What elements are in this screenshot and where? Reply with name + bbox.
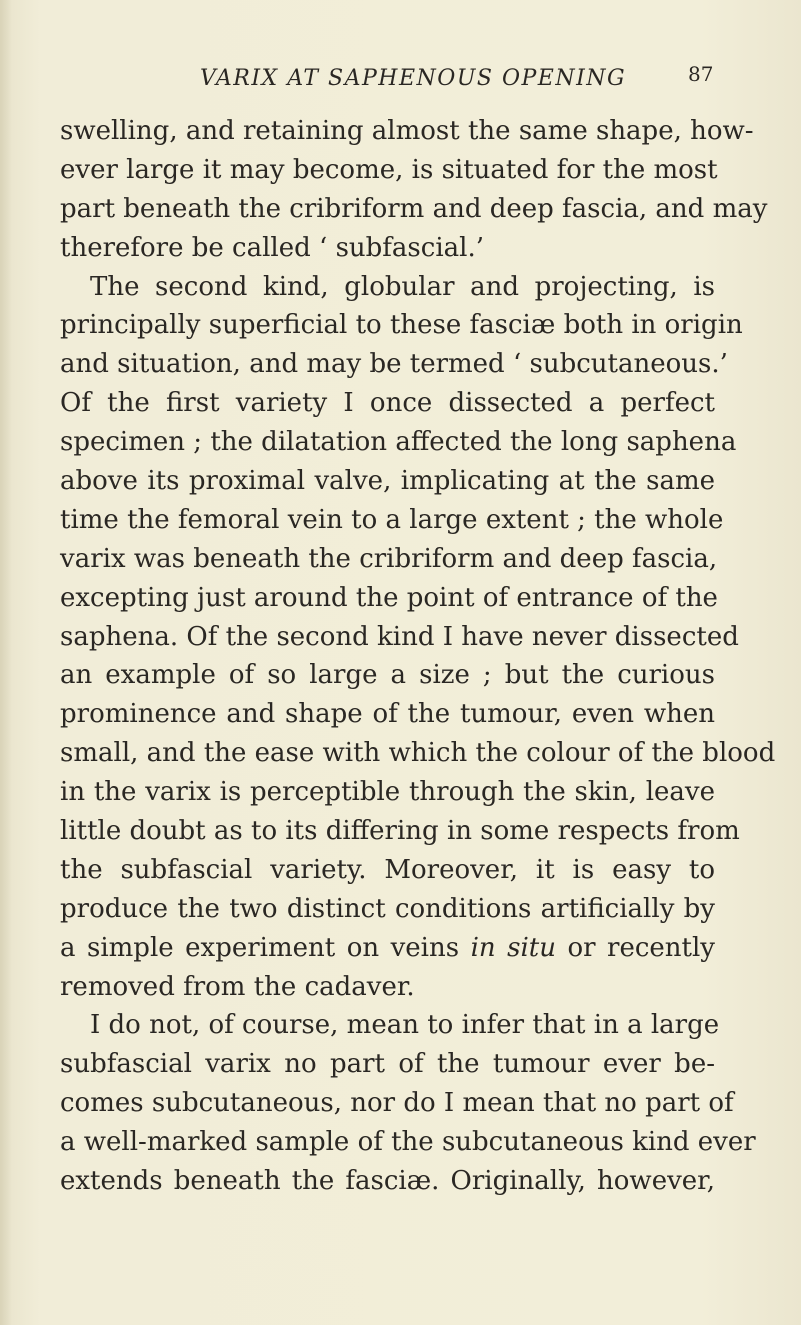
text-line: the subfascial variety. Moreover, it is easy to (60, 854, 715, 885)
text-line: specimen ; the dilatation affected the long saphena (60, 427, 737, 458)
text-line: time the femoral vein to a large extent ; the whole (60, 504, 724, 535)
text-line-with-italic (60, 929, 715, 968)
running-head: VARIX AT SAPHENOUS OPENING (200, 66, 627, 91)
page-header (0, 62, 801, 96)
text-line: produce the two distinct conditions artificially by (60, 893, 715, 924)
text-line: and situation, and may be termed ‘ subcutaneous.’ (60, 349, 728, 380)
text-line: little doubt as to its differing in some respects from (60, 816, 740, 847)
text-line: therefore be called ‘ subfascial.’ (60, 232, 484, 263)
text-line: I do not, of course, mean to infer that in a large (90, 1010, 720, 1041)
text-line: comes subcutaneous, nor do I mean that no part of (60, 1088, 734, 1119)
text-line: varix was beneath the cribriform and deep fascia, (60, 543, 718, 574)
text-line: The second kind, globular and projecting, is (90, 271, 715, 302)
text-line: a well-marked sample of the subcutaneous kind ever (60, 1127, 756, 1158)
text-line: above its proximal valve, implicating at the same (60, 466, 715, 497)
text-line: subfascial varix no part of the tumour ever be- (60, 1049, 715, 1080)
body-text (60, 112, 776, 1201)
text-line: ever large it may become, is situated for the most (60, 154, 718, 185)
text-line: swelling, and retaining almost the same shape, how- (60, 116, 754, 146)
text-span: or recently (555, 932, 715, 963)
text-line: excepting just around the point of entrance of the (60, 582, 718, 613)
text-span: a simple experiment on veins (60, 932, 471, 963)
text-line: prominence and shape of the tumour, even when (60, 699, 715, 730)
text-line: extends beneath the fasciæ. Originally, however, (60, 1166, 715, 1197)
text-line: part beneath the cribriform and deep fascia, and may (60, 193, 768, 224)
text-line: in the varix is perceptible through the skin, leave (60, 777, 715, 808)
text-line: Of the first variety I once dissected a perfect (60, 388, 715, 419)
italic-phrase: in situ (470, 932, 556, 963)
text-line: an example of so large a size ; but the curious (60, 660, 715, 691)
text-line: principally superficial to these fasciæ both in origin (60, 310, 743, 341)
text-line: saphena. Of the second kind I have never dissected (60, 621, 739, 652)
text-line: small, and the ease with which the colour of the blood (60, 738, 776, 769)
text-line: removed from the cadaver. (60, 971, 415, 1002)
page-number: 87 (688, 62, 714, 86)
page-binding-shadow (0, 0, 12, 1325)
